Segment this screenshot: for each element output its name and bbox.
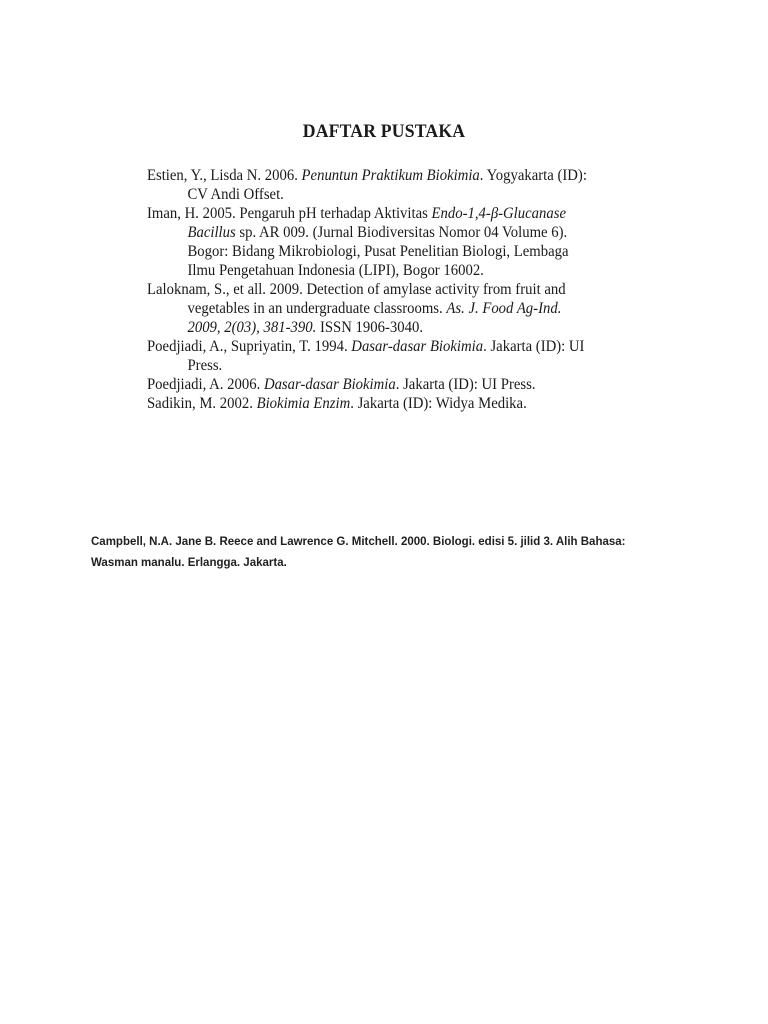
reference-italic-text: Dasar-dasar Biokimia <box>263 376 396 393</box>
reference-text: Sadikin, M. 2002. <box>147 395 257 412</box>
reference-text: . Jakarta (ID): Widya Medika. <box>350 395 527 412</box>
reference-italic-text: Penuntun Praktikum Biokimia <box>301 167 480 184</box>
reference-italic-text: Dasar-dasar Biokimia <box>351 338 484 355</box>
extra-reference: Campbell, N.A. Jane B. Reece and Lawrence G. Mitchell. 2000. Biologi. edisi 5. jilid 3. Alih Bahasa: Wasman manalu. Erlangga. Jakarta. <box>91 536 626 569</box>
reference-item <box>147 166 589 204</box>
reference-item <box>147 280 589 337</box>
reference-text: Estien, Y., Lisda N. 2006. <box>147 167 302 184</box>
reference-italic-text: Biokimia Enzim <box>256 395 351 412</box>
page-title: DAFTAR PUSTAKA <box>302 121 466 142</box>
reference-list <box>147 166 589 413</box>
reference-item <box>147 337 589 375</box>
reference-text: Iman, H. 2005. Pengaruh pH terhadap Aktivitas <box>147 205 432 222</box>
reference-text: sp. AR 009. (Jurnal Biodiversitas Nomor 04 Volume 6). Bogor: Bidang Mikrobiologi, Pusat Penelitian Biologi, Lembaga Ilmu Pengetahuan Indonesia (LIPI), Bogor 16002. <box>187 224 569 279</box>
reference-text: ISSN 1906-3040. <box>316 319 423 336</box>
reference-item <box>147 375 589 394</box>
reference-text: Laloknam, S., et all. 2009. Detection of amylase activity from fruit and vegetables in an undergraduate classrooms. <box>147 281 566 317</box>
reference-italic-text: As. J. Food Ag-Ind. 2009, 2(03), 381-390. <box>187 300 562 336</box>
reference-text: . Jakarta (ID): UI Press. <box>187 338 585 374</box>
reference-italic-text: Endo-1,4-β-Glucanase Bacillus <box>187 205 567 241</box>
reference-text: Poedjiadi, A., Supriyatin, T. 1994. <box>147 338 352 355</box>
reference-text: . Jakarta (ID): UI Press. <box>395 376 536 393</box>
reference-item <box>147 394 589 413</box>
reference-text: . Yogyakarta (ID): CV Andi Offset. <box>187 167 587 203</box>
reference-text: Poedjiadi, A. 2006. <box>147 376 264 393</box>
reference-item <box>147 204 589 280</box>
